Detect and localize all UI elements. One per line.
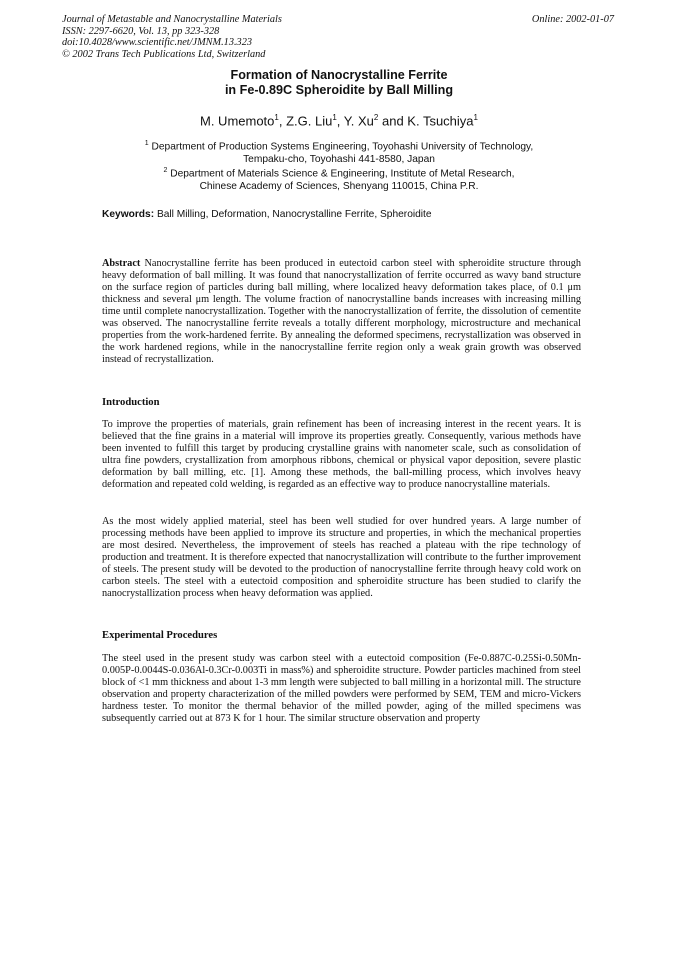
author-name: M. Umemoto (200, 113, 275, 129)
experimental-paragraph-1: The steel used in the present study was carbon steel with a eutectoid composition (Fe-0.887C-0.25Si-0.50Mn-0.005P-0.0044S-0.036Al-0.3Cr-0.003Ti in mass%) and spheroidite structure. Powder particles machined from steel block of <1 mm thickness and about 1-3 mm length were subjected to ball milling in a horizontal mill. The structure observation and property characterization of the milled powders were performed by SEM, TEM and micro-Vickers hardness tester. To monitor the thermal behavior of the milled powder, aging of the milled specimens was subsequently carried out at 873 K for 1 hour. The similar structure observation and property (102, 653, 581, 725)
abstract-paragraph (102, 258, 581, 366)
introduction-paragraph-1: To improve the properties of materials, grain refinement has been of increasing interest in the recent years. It is believed that the fine grains in a material will improve its properties greatly. Consequently, various methods have been invented to fulfill this target by producing crystalline grains with nanometer scale, such as consolidation of ultra fine powders, crystallization from amorphous ribbons, chemical or physical vapor deposition, severe plastic deformation by ball milling, etc. [1]. Among these methods, the ball-milling process, which involves heavy deformation and repeated cold welding, is regarded as an effective way to produce nanocrystalline materials. (102, 419, 581, 491)
introduction-paragraph-2: As the most widely applied material, steel has been well studied for over hundred years. A large number of processing methods have been applied to improve its structure and properties, in which the mechanical properties are most desired. Nevertheless, the improvement of steels has reached a plateau with the ripe technology of production and treatment. It is therefore expected that nanocrystallization will contribute to the further improvement of steels. The present study will be devoted to the production of nanocrystalline ferrite through heavy cold work on carbon steels. The steel with a eutectoid composition and spheroidite structure has been studied to clarify the nanocrystallization process when heavy deformation was applied. (102, 516, 581, 600)
affiliation-line: Tempaku-cho, Toyohashi 441-8580, Japan (243, 153, 435, 165)
affiliation-line: Chinese Academy of Sciences, Shenyang 110015, China P.R. (199, 180, 479, 192)
author-name: Z.G. Liu (286, 113, 333, 129)
journal-name: Journal of Metastable and Nanocrystalline Materials (62, 14, 282, 25)
affiliation-line: Department of Production Systems Engineering, Toyohashi University of Technology, (151, 141, 534, 153)
affiliation-mark: 1 (144, 140, 149, 147)
author-affiliation-mark: 2 (373, 113, 379, 122)
doi-line: doi:10.4028/www.scientific.net/JMNM.13.323 (62, 37, 252, 49)
journal-header (62, 14, 282, 60)
issn-line: ISSN: 2297-6620, Vol. 13, pp 323-328 (62, 25, 220, 37)
online-date: Online: 2002-01-07 (531, 14, 614, 25)
title-line-2: in Fe-0.89C Spheroidite by Ball Milling (224, 83, 454, 97)
paper-title (0, 68, 678, 98)
author-name: K. Tsuchiya (407, 113, 474, 129)
author-affiliation-mark: 1 (332, 113, 337, 122)
author-affiliation-mark: 1 (473, 113, 478, 122)
author-affiliation-mark: 1 (274, 113, 279, 122)
keywords-text: Ball Milling, Deformation, Nanocrystalline Ferrite, Spheroidite (156, 209, 432, 220)
affiliation-line: Department of Materials Science & Engineering, Institute of Metal Research, (170, 168, 515, 180)
experimental-heading: Experimental Procedures (102, 630, 218, 641)
abstract-label: Abstract (102, 258, 141, 269)
affiliation-mark: 2 (163, 167, 168, 174)
author-name: Y. Xu (343, 113, 374, 129)
author-list: M. Umemoto$^1$, Z.G. Liu$^1$, Y. Xu$^2$ and K. Tsuchiya$^1$ (200, 113, 478, 129)
copyright-line: © 2002 Trans Tech Publications Ltd, Switzerland (62, 48, 266, 60)
affiliation-1 (0, 138, 678, 167)
abstract-text: Nanocrystalline ferrite has been produced in eutectoid carbon steel with spheroidite structure through heavy deformation of ball milling. It was found that nanocrystallization of ferrite occurred as wavy band structure on the surface region of particles during ball milling, where localized heavy deformation takes place, of 0.1 μm thickness and several μm length. The volume fraction of nanocrystalline bands increases with increasing milling time until complete nanocrystallization. Together with the nanocrystallization of ferrite, the dissolution of cementite was observed. The nanocrystalline ferrite reveals a totally different morphology, microstructure and mechanical properties from the work-hardened ferrite. By annealing the deformed specimens, recrystallization was observed in the work hardened regions, while in the nanocrystalline ferrite region only a weak grain growth was observed instead of recrystallization. (102, 258, 582, 366)
affiliation-2 (0, 165, 678, 194)
keywords-label: Keywords: (102, 209, 155, 220)
keywords (102, 209, 432, 220)
introduction-heading: Introduction (102, 397, 160, 408)
title-line-1: Formation of Nanocrystalline Ferrite (230, 68, 448, 82)
